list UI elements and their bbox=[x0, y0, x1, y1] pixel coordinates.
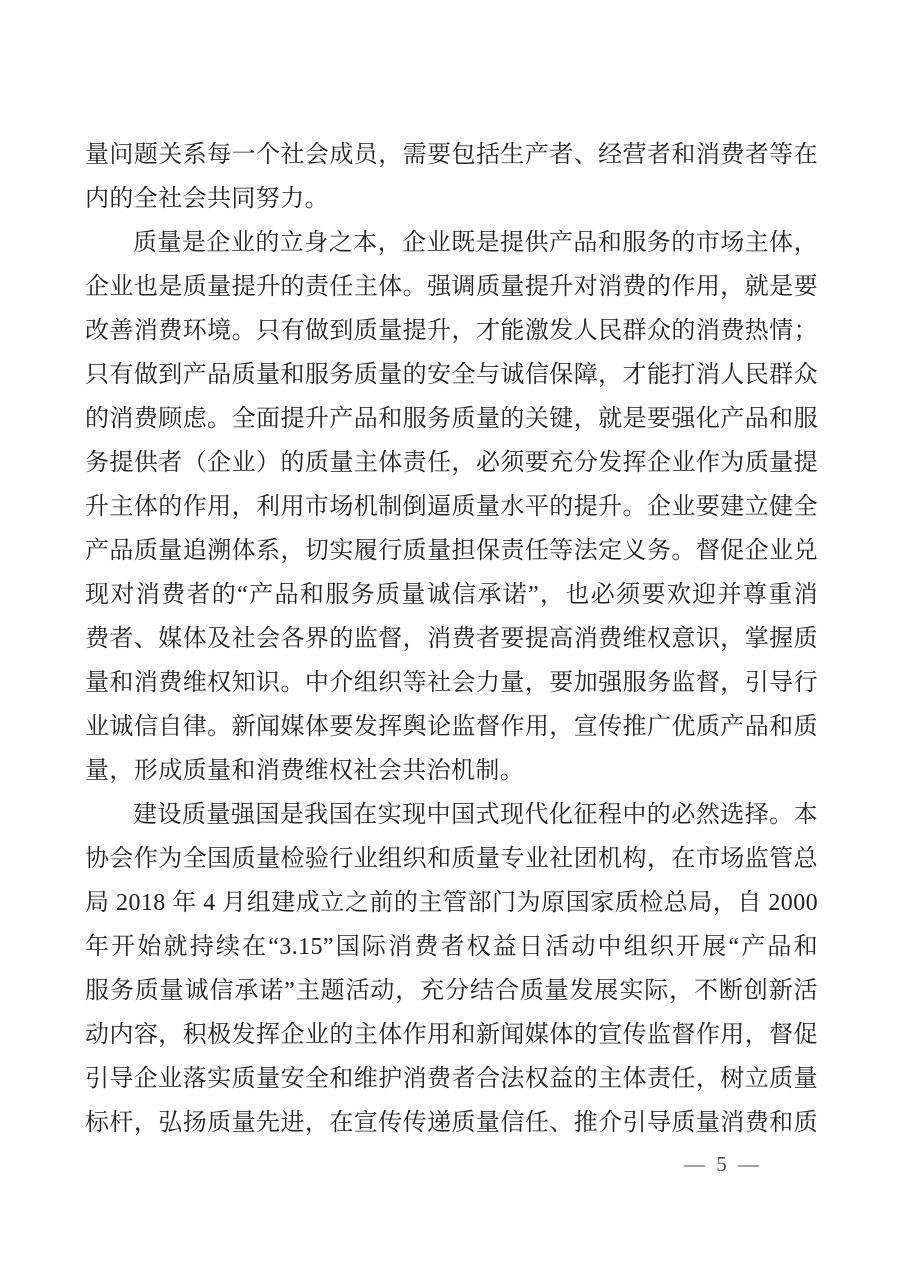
text-line: 建设质量强国是我国在实现中国式现代化征程中的必然选择。本 bbox=[133, 802, 818, 828]
text-line: 标杆，弘扬质量先进，在宣传传递质量信任、推介引导质量消费和质 bbox=[85, 1110, 818, 1136]
text-line: 业诚信自律。新闻媒体要发挥舆论监督作用，宣传推广优质产品和质 bbox=[85, 714, 818, 740]
text-line: 产品质量追溯体系，切实履行质量担保责任等法定义务。督促企业兑 bbox=[85, 538, 818, 564]
text-line: 局 2018 年 4 月组建成立之前的主管部门为原国家质检总局，自 2000 bbox=[85, 890, 818, 916]
text-line: 企业也是质量提升的责任主体。强调质量提升对消费的作用，就是要 bbox=[85, 274, 818, 300]
text-line: 只有做到产品质量和服务质量的安全与诚信保障，才能打消人民群众 bbox=[85, 362, 818, 388]
page-number: — 5 — bbox=[684, 1152, 762, 1176]
text-line: 的消费顾虑。全面提升产品和服务质量的关键，就是要强化产品和服 bbox=[85, 406, 818, 432]
text-line: 引导企业落实质量安全和维护消费者合法权益的主体责任，树立质量 bbox=[85, 1066, 818, 1092]
text-line: 量问题关系每一个社会成员，需要包括生产者、经营者和消费者等在 bbox=[85, 142, 818, 168]
text-line: 现对消费者的“产品和服务质量诚信承诺”，也必须要欢迎并尊重消 bbox=[85, 582, 818, 608]
text-line: 协会作为全国质量检验行业组织和质量专业社团机构，在市场监管总 bbox=[85, 846, 818, 872]
text-line: 量，形成质量和消费维权社会共治机制。 bbox=[85, 758, 525, 784]
text-line: 动内容，积极发挥企业的主体作用和新闻媒体的宣传监督作用，督促 bbox=[85, 1022, 818, 1048]
document-body bbox=[85, 133, 818, 1145]
text-line: 内的全社会共同努力。 bbox=[85, 186, 329, 212]
text-line: 量和消费维权知识。中介组织等社会力量，要加强服务监督，引导行 bbox=[85, 670, 818, 696]
text-line: 升主体的作用，利用市场机制倒逼质量水平的提升。企业要建立健全 bbox=[85, 494, 818, 520]
text-line: 服务质量诚信承诺”主题活动，充分结合质量发展实际，不断创新活 bbox=[85, 978, 818, 1004]
text-line: 改善消费环境。只有做到质量提升，才能激发人民群众的消费热情； bbox=[85, 318, 818, 344]
text-line: 费者、媒体及社会各界的监督，消费者要提高消费维权意识，掌握质 bbox=[85, 626, 818, 652]
text-line: 年开始就持续在“3.15”国际消费者权益日活动中组织开展“产品和 bbox=[85, 934, 818, 960]
text-line: 务提供者（企业）的质量主体责任，必须要充分发挥企业作为质量提 bbox=[85, 450, 818, 476]
text-line: 质量是企业的立身之本，企业既是提供产品和服务的市场主体， bbox=[133, 230, 818, 256]
